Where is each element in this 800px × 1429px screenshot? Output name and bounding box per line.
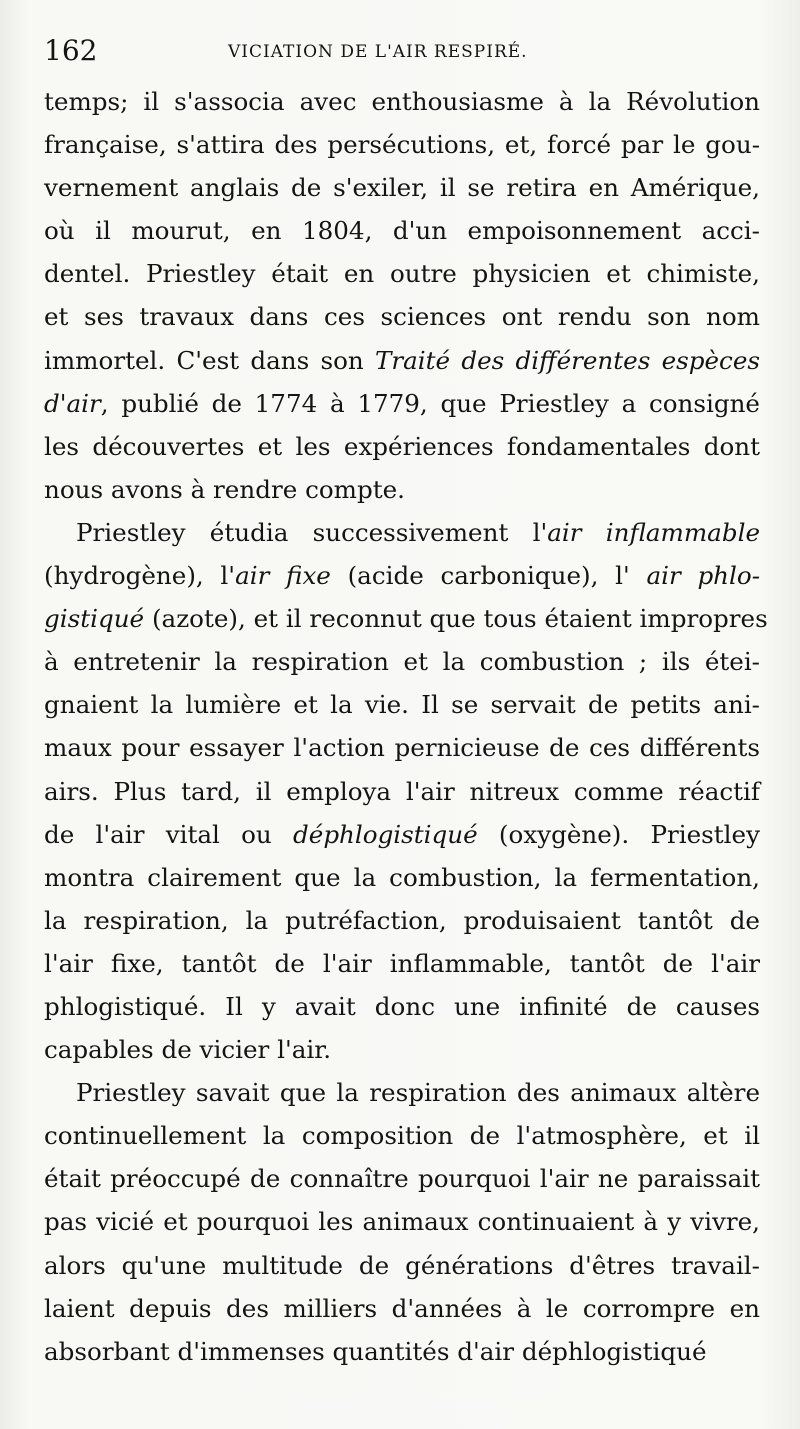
text-run: alors qu'une multitude de générations d'êtres travail- (44, 1250, 760, 1280)
text-line (44, 813, 760, 856)
text-run: à entretenir la respiration et la combustion ; ils étei- (44, 647, 760, 677)
text-run: , publié de 1774 à 1779, que Priestley a consigné (100, 388, 760, 418)
text-run: gnaient la lumière et la vie. Il se servait de petits ani- (44, 690, 760, 720)
text-run: temps; il s'associa avec enthousiasme à la Révolution (44, 87, 760, 116)
text-run: laient depuis des milliers d'années à le corrompre en (44, 1293, 760, 1323)
text-line (44, 1028, 760, 1071)
text-run: Priestley savait que la respiration des animaux altère (76, 1078, 760, 1108)
text-line (44, 425, 760, 468)
text-run: phlogistiqué. Il y avait donc une infinité de causes (44, 991, 760, 1021)
text-run: montra clairement que la combustion, la fermentation, (44, 862, 760, 892)
text-line (44, 554, 760, 597)
text-line (44, 339, 760, 382)
body-text (44, 80, 768, 1373)
running-title: VICIATION DE L'AIR RESPIRÉ. (228, 42, 528, 62)
text-run: (azote), et il reconnut que tous étaient impropres (144, 604, 768, 634)
text-line (44, 597, 768, 640)
text-line (44, 1287, 760, 1330)
text-run: (oxygène). Priestley (477, 819, 760, 849)
text-line (44, 899, 760, 942)
italic-text: air phlo- (646, 561, 761, 591)
text-run: où il mourut, en 1804, d'un empoisonnement acci- (44, 216, 760, 246)
text-run: continuellement la composition de l'atmosphère, et il (44, 1121, 760, 1151)
text-run: dentel. Priestley était en outre physicien et chimiste, (44, 259, 760, 289)
text-line (44, 1157, 760, 1200)
text-run: maux pour essayer l'action pernicieuse de ces différents (44, 733, 760, 763)
text-line (44, 1200, 760, 1243)
text-line (44, 856, 760, 899)
italic-text: d'air (44, 388, 101, 418)
text-line (44, 770, 760, 813)
text-line (44, 295, 760, 338)
text-run: immortel. C'est dans son (44, 345, 375, 375)
italic-text: air inflammable (547, 517, 761, 547)
text-run: (hydrogène), l' (44, 561, 236, 591)
paragraph (44, 511, 768, 1071)
text-run: française, s'attira des persécutions, et, forcé par le gou- (44, 130, 760, 160)
paragraph (44, 80, 760, 511)
text-line (44, 252, 760, 295)
text-run: les découvertes et les expériences fondamentales dont (44, 431, 760, 461)
text-line (44, 468, 760, 511)
page-number: 162 (44, 34, 98, 67)
text-line (44, 209, 760, 252)
italic-text: air fixe (235, 561, 331, 591)
text-run: Priestley étudia successivement l' (76, 517, 548, 547)
text-line (44, 726, 760, 769)
text-line (44, 942, 760, 985)
text-line (44, 123, 760, 166)
text-run: de l'air vital ou (44, 819, 294, 849)
text-line (44, 985, 760, 1028)
paragraph (44, 1071, 760, 1373)
text-run: capables de vicier l'air. (44, 1035, 332, 1065)
text-run: (acide carbonique), l' (330, 561, 647, 591)
text-run: pas vicié et pourquoi les animaux continuaient à y vivre, (44, 1207, 760, 1237)
text-line (44, 1071, 760, 1114)
italic-text: déphlogistiqué (293, 819, 478, 849)
text-line (44, 640, 760, 683)
italic-text: Traité des différentes espèces (374, 345, 761, 375)
text-line (44, 1244, 760, 1287)
text-run: l'air fixe, tantôt de l'air inflammable, tantôt de l'air (44, 948, 760, 978)
italic-text: gistiqué (44, 604, 145, 634)
text-line (44, 1330, 760, 1373)
text-run: vernement anglais de s'exiler, il se retira en Amérique, (44, 173, 760, 203)
text-run: airs. Plus tard, il employa l'air nitreux comme réactif (44, 776, 760, 806)
text-line (44, 511, 760, 554)
text-line (44, 80, 760, 123)
text-line (44, 1114, 760, 1157)
text-line (44, 382, 760, 425)
page-header (44, 34, 760, 74)
text-run: absorbant d'immenses quantités d'air déphlogistiqué (44, 1336, 707, 1366)
text-line (44, 683, 760, 726)
text-run: la respiration, la putréfaction, produisaient tantôt de (44, 905, 760, 935)
text-run: et ses travaux dans ces sciences ont rendu son nom (44, 302, 760, 332)
text-run: nous avons à rendre compte. (44, 474, 405, 504)
text-line (44, 166, 760, 209)
text-run: était préoccupé de connaître pourquoi l'air ne paraissait (44, 1164, 760, 1194)
